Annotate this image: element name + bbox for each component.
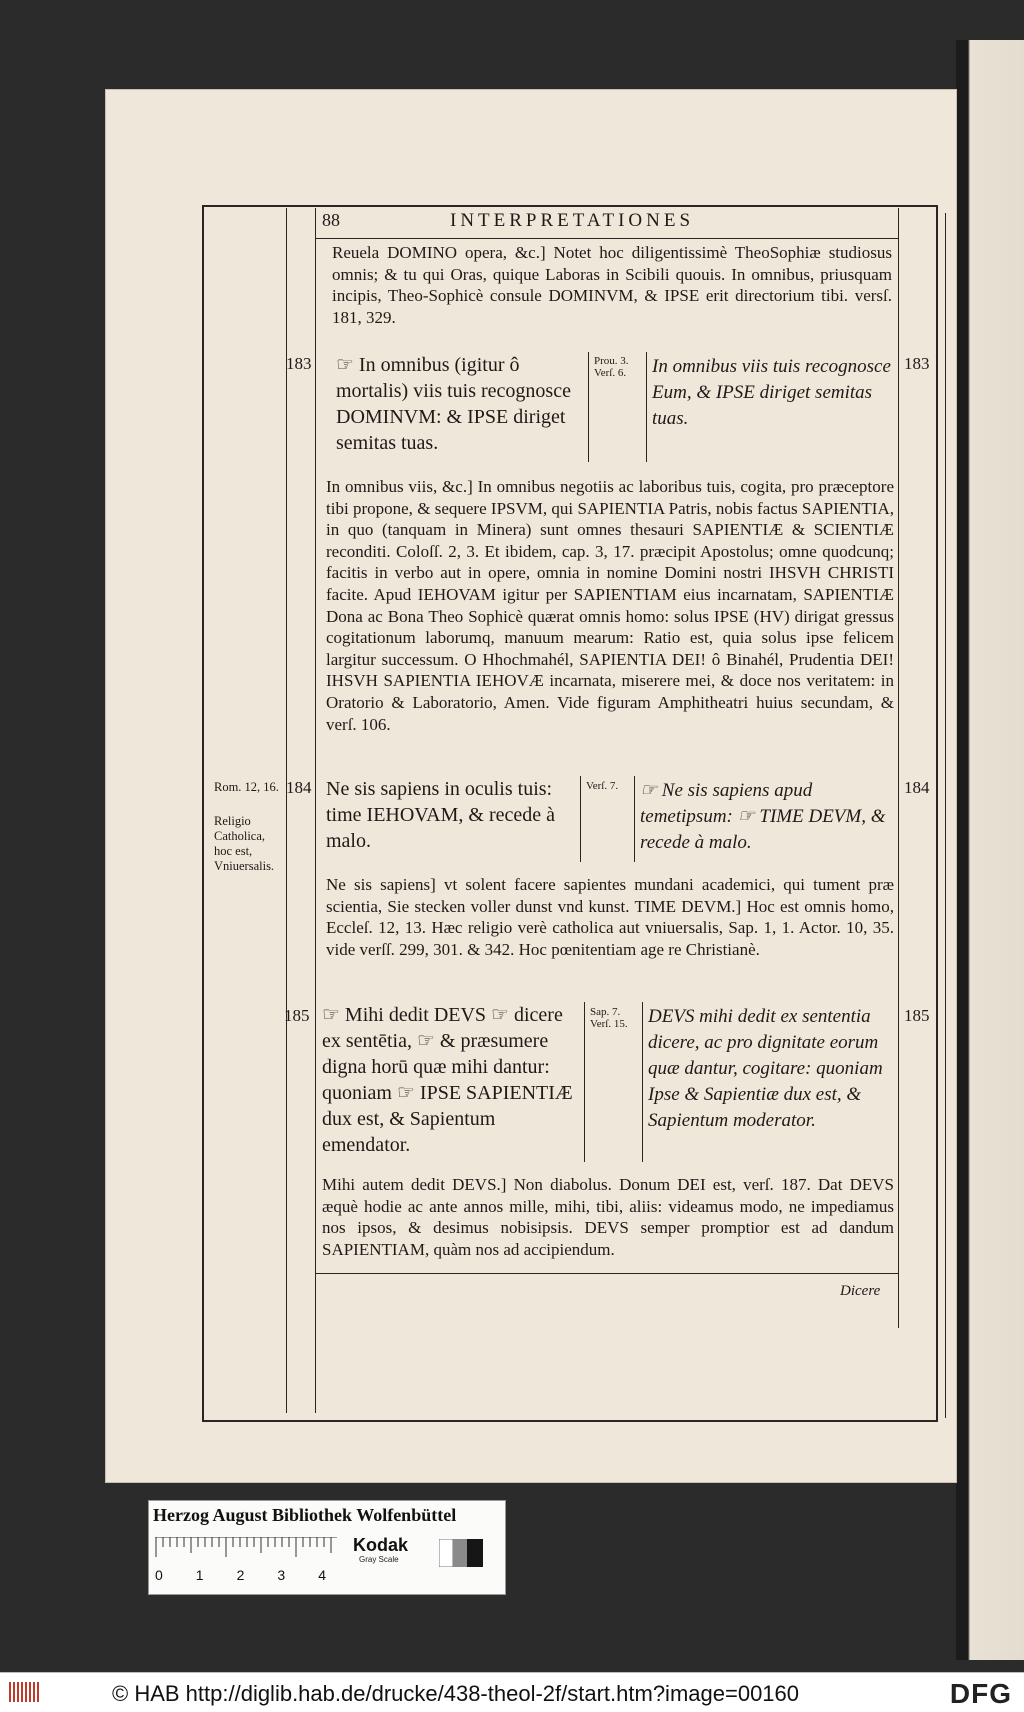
margin-ref-184: Rom. 12, 16. — [214, 780, 279, 794]
verse-number-right-184: 184 — [904, 778, 930, 797]
copyright-link[interactable]: © HAB http://diglib.hab.de/drucke/438-theol-2f/start.htm?image=00160 — [112, 1681, 800, 1706]
gray-scale-label: Gray Scale — [359, 1555, 399, 1564]
scanned-page — [106, 90, 956, 1482]
color-calibration-card — [148, 1500, 506, 1595]
rule-184-b — [634, 776, 635, 862]
comment-185: Mihi autem dedit DEVS.] Non diabolus. Donum DEI est, verſ. 187. Dat DEVS æquè hodie ac ante annos mille, mihi, tibi, aliis: videamus modo, ne impediamus nos ipsos, & desimus nobisipsis. DEVS semper promptior est ad dandum SAPIENTIAM, quàm nos ad accipiendum. — [322, 1175, 894, 1259]
verse-185-latin: ☞ Mihi dedit DEVS ☞ dicere ex sentētia, ☞ & præsumere digna horū quæ mihi dantur: quoniam ☞ IPSE SAPIENTIÆ dux est, & Sapientum emendator. — [322, 1004, 573, 1156]
kodak-label: Kodak — [353, 1535, 409, 1555]
library-name: Herzog August Bibliothek Wolfenbüttel — [153, 1505, 457, 1525]
rule-185-b — [642, 1002, 643, 1162]
rule-184-a — [580, 776, 581, 862]
verse-183-latin: ☞ In omnibus (igitur ô mortalis) viis tuis recognosce DOMINVM: & IPSE diriget semitas tuas. — [336, 354, 571, 454]
comment-184: Ne sis sapiens] vt solent facere sapientes mundani academici, qui tument præ scientia, Sie stecken voller dunst vnd kunst. TIME DEVM.] Hoc est omnis homo, Eccleſ. 12, 13. Hæc religio verè catholica aut vniuersalis, Sap. 1, 1. Actor. 10, 35. vide verſſ. 299, 301. & 342. Hoc pœnitentiam age re Christianè. — [326, 875, 894, 959]
verse-183-vulgate: In omnibus viis tuis recognosce Eum, & IPSE diriget semitas tuas. — [652, 356, 891, 429]
tick-3: 3 — [277, 1567, 286, 1583]
ruler-numbers — [155, 1567, 326, 1583]
next-page-edge — [956, 40, 1024, 1660]
gray-patch — [439, 1539, 483, 1567]
dfg-logo: DFG — [949, 1678, 1012, 1709]
verse-number-right-185: 185 — [904, 1006, 930, 1025]
comment-183: In omnibus viis, &c.] In omnibus negotiis ac laboribus tuis, cogita, pro præceptore tibi propone, & sequere IPSVM, qui SAPIENTIA Patris, nobis factus SAPIENTIA, in quo (tanquam in Minera) sunt omnes thesauri SAPIENTIÆ & SCIENTIÆ reconditi. Coloſſ. 2, 3. Et ibidem, cap. 3, 17. præcipit Apostolus; omne quodcunq; facitis in verbo aut in opere, omnia in nomine Domini nostri IHSVH CHRISTI facite. Apud IEHOVAM igitur per SAPIENTIAM eius incarnatam, SAPIENTIÆ Dona ac Bona Theo Sophicè quærat omnis homo: solus IPSE (HV) dirigat gressus cogitationum laborumq, manuum mearum: Ratio est, quia solus ipse felicem largitur successum. O Hhochmahél, SAPIENTIA DEI! ô Binahél, Prudentia DEI! IHSVH SAPIENTIA IEHOVÆ incarnata, miserere mei, & doce nos veritatem: in Oratorio & Laboratorio, Amen. Vide figuram Amphitheatri huius secundam, & verſ. 106. — [326, 477, 894, 734]
verse-184-vulgate: ☞ Ne sis sapiens apud temetipsum: ☞ TIME DEVM, & recede à malo. — [640, 780, 886, 853]
rule-183-b — [646, 352, 647, 462]
verse-number-right-183: 183 — [904, 354, 930, 373]
rule-185-a — [584, 1002, 585, 1162]
rule-verse — [315, 208, 316, 1413]
page-number: 88 — [322, 210, 340, 230]
intro-paragraph: Reuela DOMINO opera, &c.] Notet hoc diligentissimè TheoSophiæ studiosus omnis; & tu qui Oras, quique Laboras in Scibili quouis. In omnibus, priusquam incipis, Theo-Sophicè consule DOMINVM, & IPSE erit directorium tibi. versſ. 181, 329. — [332, 243, 892, 327]
verse-183-ref: Prou. 3. Verſ. 6. — [594, 355, 629, 379]
tick-0: 0 — [155, 1567, 163, 1583]
tick-1: 1 — [195, 1567, 204, 1583]
margin-note-184: Religio Catholica, hoc est, Vniuersalis. — [214, 814, 275, 873]
rule-bottom — [315, 1273, 899, 1274]
ruler-scale — [155, 1537, 337, 1557]
verse-number-left-184: 184 — [286, 778, 312, 797]
verse-185-ref: Sap. 7. Verſ. 15. — [590, 1006, 628, 1030]
hab-logo-icon — [8, 1679, 42, 1705]
verse-184-latin: Ne sis sapiens in oculis tuis: time IEHOVAM, & recede à malo. — [326, 778, 556, 852]
running-head: INTERPRETATIONES — [450, 210, 695, 231]
tick-2: 2 — [236, 1567, 245, 1583]
catchword: Dicere — [840, 1283, 881, 1299]
verse-number-left-183: 183 — [286, 354, 312, 373]
rule-header — [315, 238, 899, 239]
verse-185-vulgate: DEVS mihi dedit ex sententia dicere, ac pro dignitate eorum quæ dantur, cogitare: quoniam Ipse & Sapientiæ dux est, & Sapientum moderator. — [648, 1006, 883, 1131]
tick-4: 4 — [318, 1567, 326, 1583]
footer-bar — [0, 1672, 1024, 1712]
rule-right — [898, 208, 899, 1328]
rule-183-a — [588, 352, 589, 462]
verse-184-ref: Verſ. 7. — [586, 780, 619, 792]
rule-margin — [286, 208, 287, 1413]
verse-number-left-185: 185 — [284, 1006, 310, 1025]
